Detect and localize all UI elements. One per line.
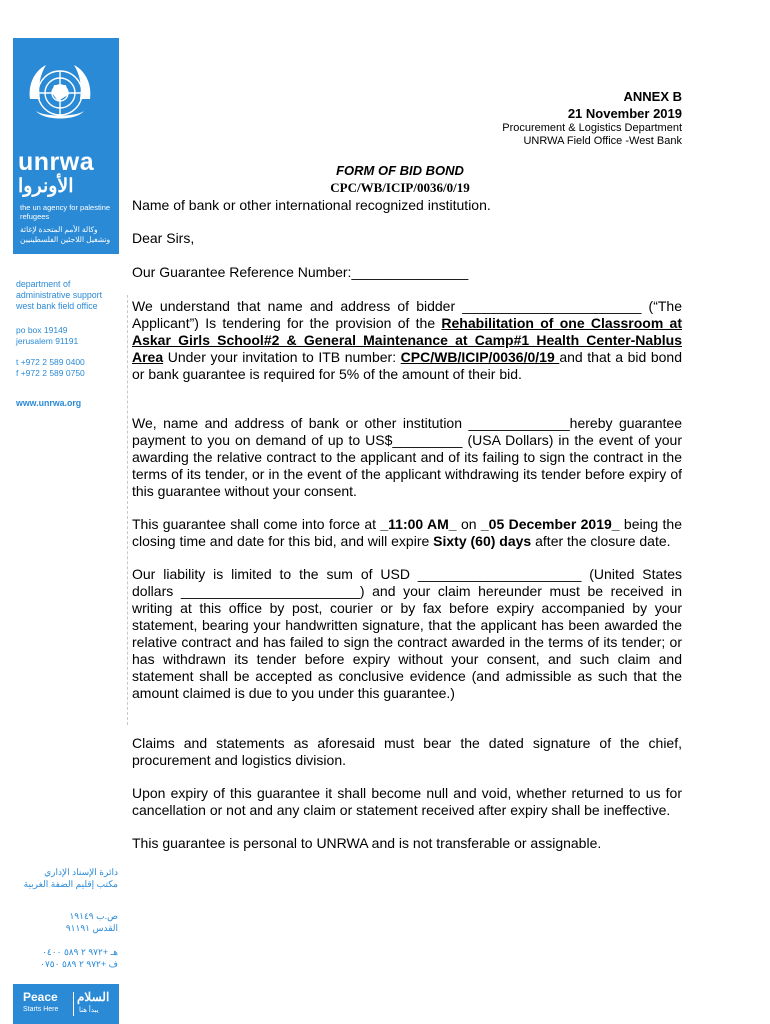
- fax-line-arabic: ف +٩٧٢ ٢ ٥٨٩ ٠٧٥٠: [40, 959, 118, 969]
- annex-label: ANNEX B: [623, 89, 682, 104]
- dept-line: department of: [16, 279, 71, 289]
- paragraph-validity: [132, 516, 682, 550]
- un-emblem-icon: [22, 55, 98, 131]
- address-line-arabic: القدس ٩١١٩١: [65, 923, 118, 933]
- text-span: This guarantee shall come into force at: [132, 516, 381, 532]
- phone-line: t +972 2 589 0400: [16, 357, 85, 367]
- document-date: 21 November 2019: [567, 106, 682, 121]
- agency-tagline-arabic: وكالة الأمم المتحدة لإغاثة وتشغيل اللاجئين الفلسطينيين: [20, 225, 111, 244]
- peace-sublabel: Starts Here: [23, 1006, 59, 1013]
- agency-tagline: the un agency for palestine refugees: [20, 203, 111, 221]
- paragraph-liability: Our liability is limited to the sum of USD _____________________ (United States dollars _______________________) and your claim hereunder must be received in writing at this office by post, courier or by fax before expiry accompanied by your statement, bearing your handwritten signature, that the applicant has been awarded the relative contract and has failed to sign the contract awarded in the terms of its tender; or has withdrawn its tender before expiry without your consent, and such claim and statement shall be accepted as conclusive evidence (and admissible as such that the amount claimed is due to you under this guarantee.): [132, 566, 682, 701]
- reference-number: CPC/WB/ICIP/0036/0/19: [330, 180, 470, 195]
- postal-address: [16, 325, 126, 346]
- closing-time: _11:00 AM_: [380, 516, 457, 532]
- department-info-arabic: [8, 866, 118, 890]
- phone-fax-arabic: [8, 946, 118, 970]
- unrwa-wordmark: unrwa: [18, 148, 95, 176]
- dept-line: administrative support: [16, 289, 103, 300]
- bank-name-line: Name of bank or other international recognized institution.: [132, 197, 491, 213]
- paragraph-expiry: Upon expiry of this guarantee it shall become null and void, whether returned to us for cancellation or not and any claim or statement received after expiry shall be ineffective.: [132, 785, 682, 818]
- peace-label: Peace: [23, 990, 58, 1004]
- paragraph-claims: Claims and statements as aforesaid must bear the dated signature of the chief, procurement and logistics division.: [132, 735, 682, 768]
- department-info: [16, 279, 126, 311]
- paragraph-guarantee-payment: We, name and address of bank or other institution _____________hereby guarantee payment to you on demand of up to US$_________ (USA Dollars) in the event of your awarding the relative contract to the applicant and of its failing to sign the contract in the terms of its tender, or in the event of the applicant withdrawing its tender before expiry of this guarantee without your consent.: [132, 415, 682, 499]
- salutation: Dear Sirs,: [132, 230, 195, 246]
- margin-divider: [127, 295, 128, 725]
- dept-line: west bank field office: [16, 300, 98, 311]
- itb-number: CPC/WB/ICIP/0036/0/19: [400, 349, 560, 365]
- address-line: po box 19149: [16, 325, 68, 335]
- paragraph-transferability: This guarantee is personal to UNRWA and is not transferable or assignable.: [132, 835, 602, 851]
- website-link[interactable]: www.unrwa.org: [16, 398, 82, 408]
- office-name: UNRWA Field Office -West Bank: [523, 135, 682, 147]
- text-span: Under your invitation to ITB number:: [163, 349, 401, 365]
- phone-fax: [16, 357, 126, 378]
- text-span: on: [456, 516, 481, 532]
- peace-starts-here-badge: [13, 984, 119, 1024]
- form-title: FORM OF BID BOND: [336, 163, 464, 178]
- peace-label-arabic: السلام: [77, 990, 110, 1004]
- dept-line-arabic: مكتب إقليم الضفة الغربية: [23, 879, 118, 889]
- address-line: jerusalem 91191: [16, 335, 79, 346]
- text-span: and that a bid bond or bank guarantee is required for 5% of the amount of their bid.: [132, 349, 682, 382]
- peace-sublabel-arabic: يبدأ هنا: [79, 1007, 99, 1014]
- postal-address-arabic: [8, 910, 118, 934]
- department-name: Procurement & Logistics Department: [502, 122, 682, 134]
- text-span: after the closure date.: [531, 533, 671, 549]
- fax-line: f +972 2 589 0750: [16, 367, 85, 378]
- text-span: being the closing time and date for this bid, and will expire: [132, 516, 682, 549]
- address-line-arabic: ص.ب ١٩١٤٩: [69, 911, 118, 921]
- paragraph-applicant: [132, 298, 682, 383]
- badge-divider: [73, 992, 74, 1016]
- guarantee-reference-line: Our Guarantee Reference Number:_______________: [132, 264, 469, 280]
- closing-date: _05 December 2019_: [480, 516, 620, 532]
- unrwa-wordmark-arabic: الأونروا: [18, 176, 74, 197]
- text-span: We understand that name and address of bidder _______________________ (“The Applicant”) Is tendering for the provision of the: [132, 298, 682, 331]
- project-name: Rehabilitation of one Classroom at Askar Girls School#2 & General Maintenance at Camp#1 Health Center-Nablus Area: [132, 315, 682, 365]
- dept-line-arabic: دائرة الإسناد الإداري: [44, 867, 118, 877]
- validity-period: Sixty (60) days: [433, 533, 532, 549]
- document-header: [502, 88, 682, 148]
- phone-line-arabic: هـ +٩٧٢ ٢ ٥٨٩ ٠٤٠٠: [42, 947, 118, 957]
